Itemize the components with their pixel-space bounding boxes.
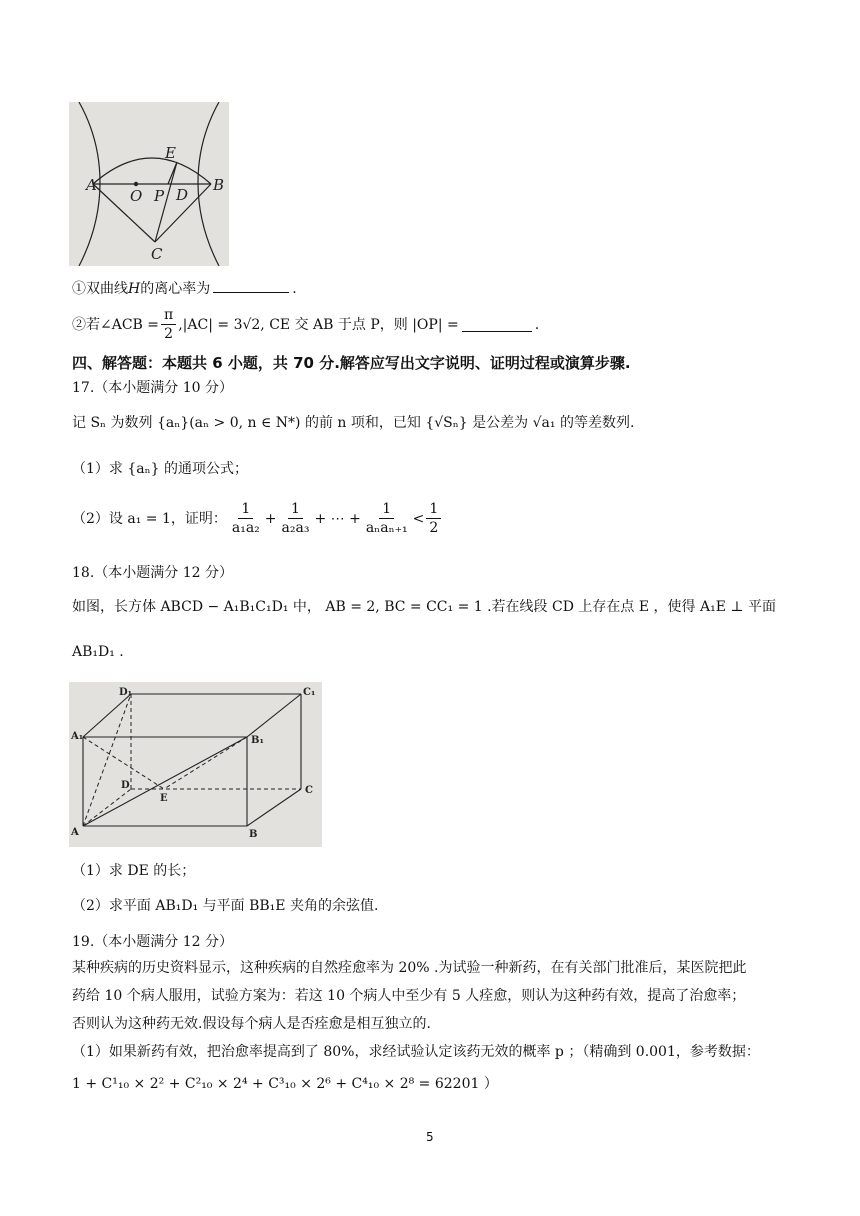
arc-aeb — [93, 158, 211, 184]
fraction: $\frac{\pi}{2}$ — [161, 306, 176, 343]
q17-header: 17.（本小题满分 10 分） — [72, 380, 233, 396]
q19-formula: 1 + C¹₁₀ × 2² + C²₁₀ × 2⁴ + C³₁₀ × 2⁶ + C⁴₁₀ × 2⁸ = 62201 ） — [72, 1076, 498, 1092]
q17-part1: （1）求 {aₙ} 的通项公式； — [72, 461, 249, 477]
q16-part2: ②若∠ACB = $\frac{\pi}{2}$ ,|AC| = 3√2, CE 交 AB 于点 P，则 |OP| = . — [72, 307, 540, 342]
q18-part1: （1）求 DE 的长； — [72, 863, 196, 879]
label-e: E — [165, 144, 176, 162]
q19-line2: 药给 10 个病人服用，试验方案为：若这 10 个病人中至少有 5 人痊愈，则认为这种药有效，提高了治愈率； — [72, 988, 746, 1004]
hyperbola-diagram — [69, 102, 229, 266]
q16-part1: ①双曲线H的离心率为 . — [72, 278, 297, 299]
q17-part2: （2）设 a₁ = 1，证明： $\frac{1}{\text{a₁a₂}}$ + $\frac{1}{\text{a₂a₃}}$ + ⋯ + $\frac{1}{\text{aₙaₙ₊₁}}$ < $\frac{1}{2}$ — [72, 500, 443, 537]
label-c: C — [305, 785, 313, 796]
label-a1: A₁ — [71, 731, 84, 742]
fraction: $\frac{1}{2}$ — [426, 500, 441, 537]
label-b: B — [213, 176, 225, 194]
q17-stem: 记 Sₙ 为数列 {aₙ}(aₙ > 0, n ∈ N*) 的前 n 项和，已知 {√Sₙ} 是公差为 √a₁ 的等差数列. — [72, 415, 635, 431]
label-b: B — [249, 829, 258, 840]
q18-stem-line1: 如图，长方体 ABCD − A₁B₁C₁D₁ 中， AB = 2, BC = CC₁ = 1 .若在线段 CD 上存在点 E ，使得 A₁E ⊥ 平面 — [72, 599, 776, 615]
q19-part1: （1）如果新药有效，把治愈率提高到了 80%，求经试验认定该药无效的概率 p ；（精确到 0.001，参考数据： — [72, 1044, 760, 1060]
fraction: $\frac{1}{\text{aₙaₙ₊₁}}$ — [365, 501, 408, 536]
cuboid-figure — [69, 682, 322, 847]
label-d: D — [121, 780, 130, 791]
q18-stem-line2: AB₁D₁ . — [72, 644, 124, 660]
label-a: A — [71, 827, 79, 838]
page-number: 5 — [426, 1130, 434, 1144]
label-b1: B₁ — [251, 735, 264, 746]
fraction: $\frac{1}{\text{a₂a₃}}$ — [281, 501, 310, 536]
label-a: A — [86, 176, 97, 194]
label-d: D — [176, 186, 189, 204]
cuboid-diagram — [69, 682, 322, 847]
q18-header: 18.（本小题满分 12 分） — [72, 565, 233, 581]
segment-ac — [93, 184, 155, 242]
q19-line3: 否则认为这种药无效.假设每个病人是否痊愈是相互独立的. — [72, 1016, 431, 1032]
section-heading: 四、解答题：本题共 6 小题，共 70 分.解答应写出文字说明、证明过程或演算步骤. — [72, 354, 631, 372]
answer-blank[interactable] — [462, 317, 532, 332]
label-d1: D₁ — [119, 687, 133, 698]
hyperbola-figure — [69, 102, 229, 266]
q19-line1: 某种疾病的历史资料显示，这种疾病的自然痊愈率为 20% .为试验一种新药，在有关部门批准后，某医院把此 — [72, 960, 747, 976]
answer-blank[interactable] — [213, 278, 289, 293]
fraction: $\frac{1}{\text{a₁a₂}}$ — [231, 501, 260, 536]
q19-header: 19.（本小题满分 12 分） — [72, 934, 233, 950]
label-c: C — [151, 245, 163, 263]
point-o — [134, 182, 138, 186]
label-o: O — [130, 187, 143, 205]
q18-part2: （2）求平面 AB₁D₁ 与平面 BB₁E 夹角的余弦值. — [72, 898, 379, 914]
label-p: P — [154, 187, 165, 205]
segment-ed — [168, 162, 177, 184]
label-e: E — [160, 793, 168, 804]
label-c1: C₁ — [303, 687, 316, 698]
